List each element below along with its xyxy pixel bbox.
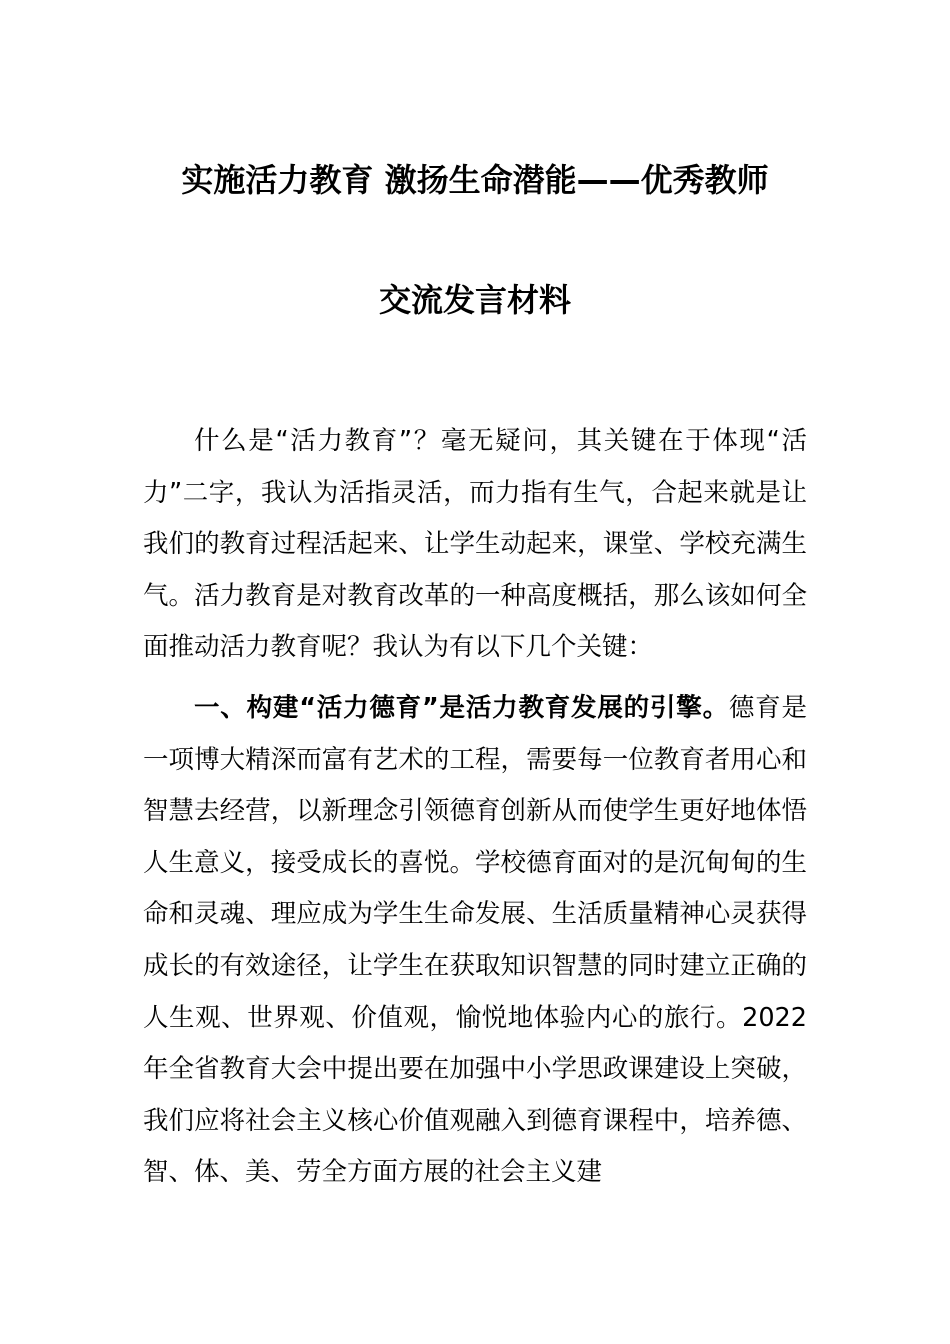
document-title-line-1: 实施活力教育 激扬生命潜能——优秀教师	[181, 161, 769, 199]
paragraph-section-one	[143, 683, 807, 1199]
section-one-body: 德育是一项博大精深而富有艺术的工程，需要每一位教育者用心和智慧去经营，以新理念引领德育创新从而使学生更好地体悟人生意义，接受成长的喜悦。学校德育面对的是沉甸甸的生命和灵魂、理应成为学生生命发展、生活质量精神心灵获得成长的有效途径，让学生在获取知识智慧的同时建立正确的人生观、世界观、价值观，愉悦地体验内心的旅行。2022 年全省教育大会中提出要在加强中小学思政课建设上突破，我们应将社会主义核心价值观融入到德育课程中，培养德、智、体、美、劳全方面方展的社会主义建	[143, 692, 807, 1188]
document-title-line-2: 交流发言材料	[378, 281, 571, 319]
section-one-heading: 一、构建“活力德育”是活力教育发展的引擎。	[194, 692, 729, 723]
paragraph-intro: 什么是“活力教育”？毫无疑问，其关键在于体现“活力”二字，我认为活指灵活，而力指有生气，合起来就是让我们的教育过程活起来、让学生动起来，课堂、学校充满生气。活力教育是对教育改革的一种高度概括，那么该如何全面推动活力教育呢？我认为有以下几个关键：	[143, 426, 807, 663]
document-body	[143, 416, 807, 1199]
